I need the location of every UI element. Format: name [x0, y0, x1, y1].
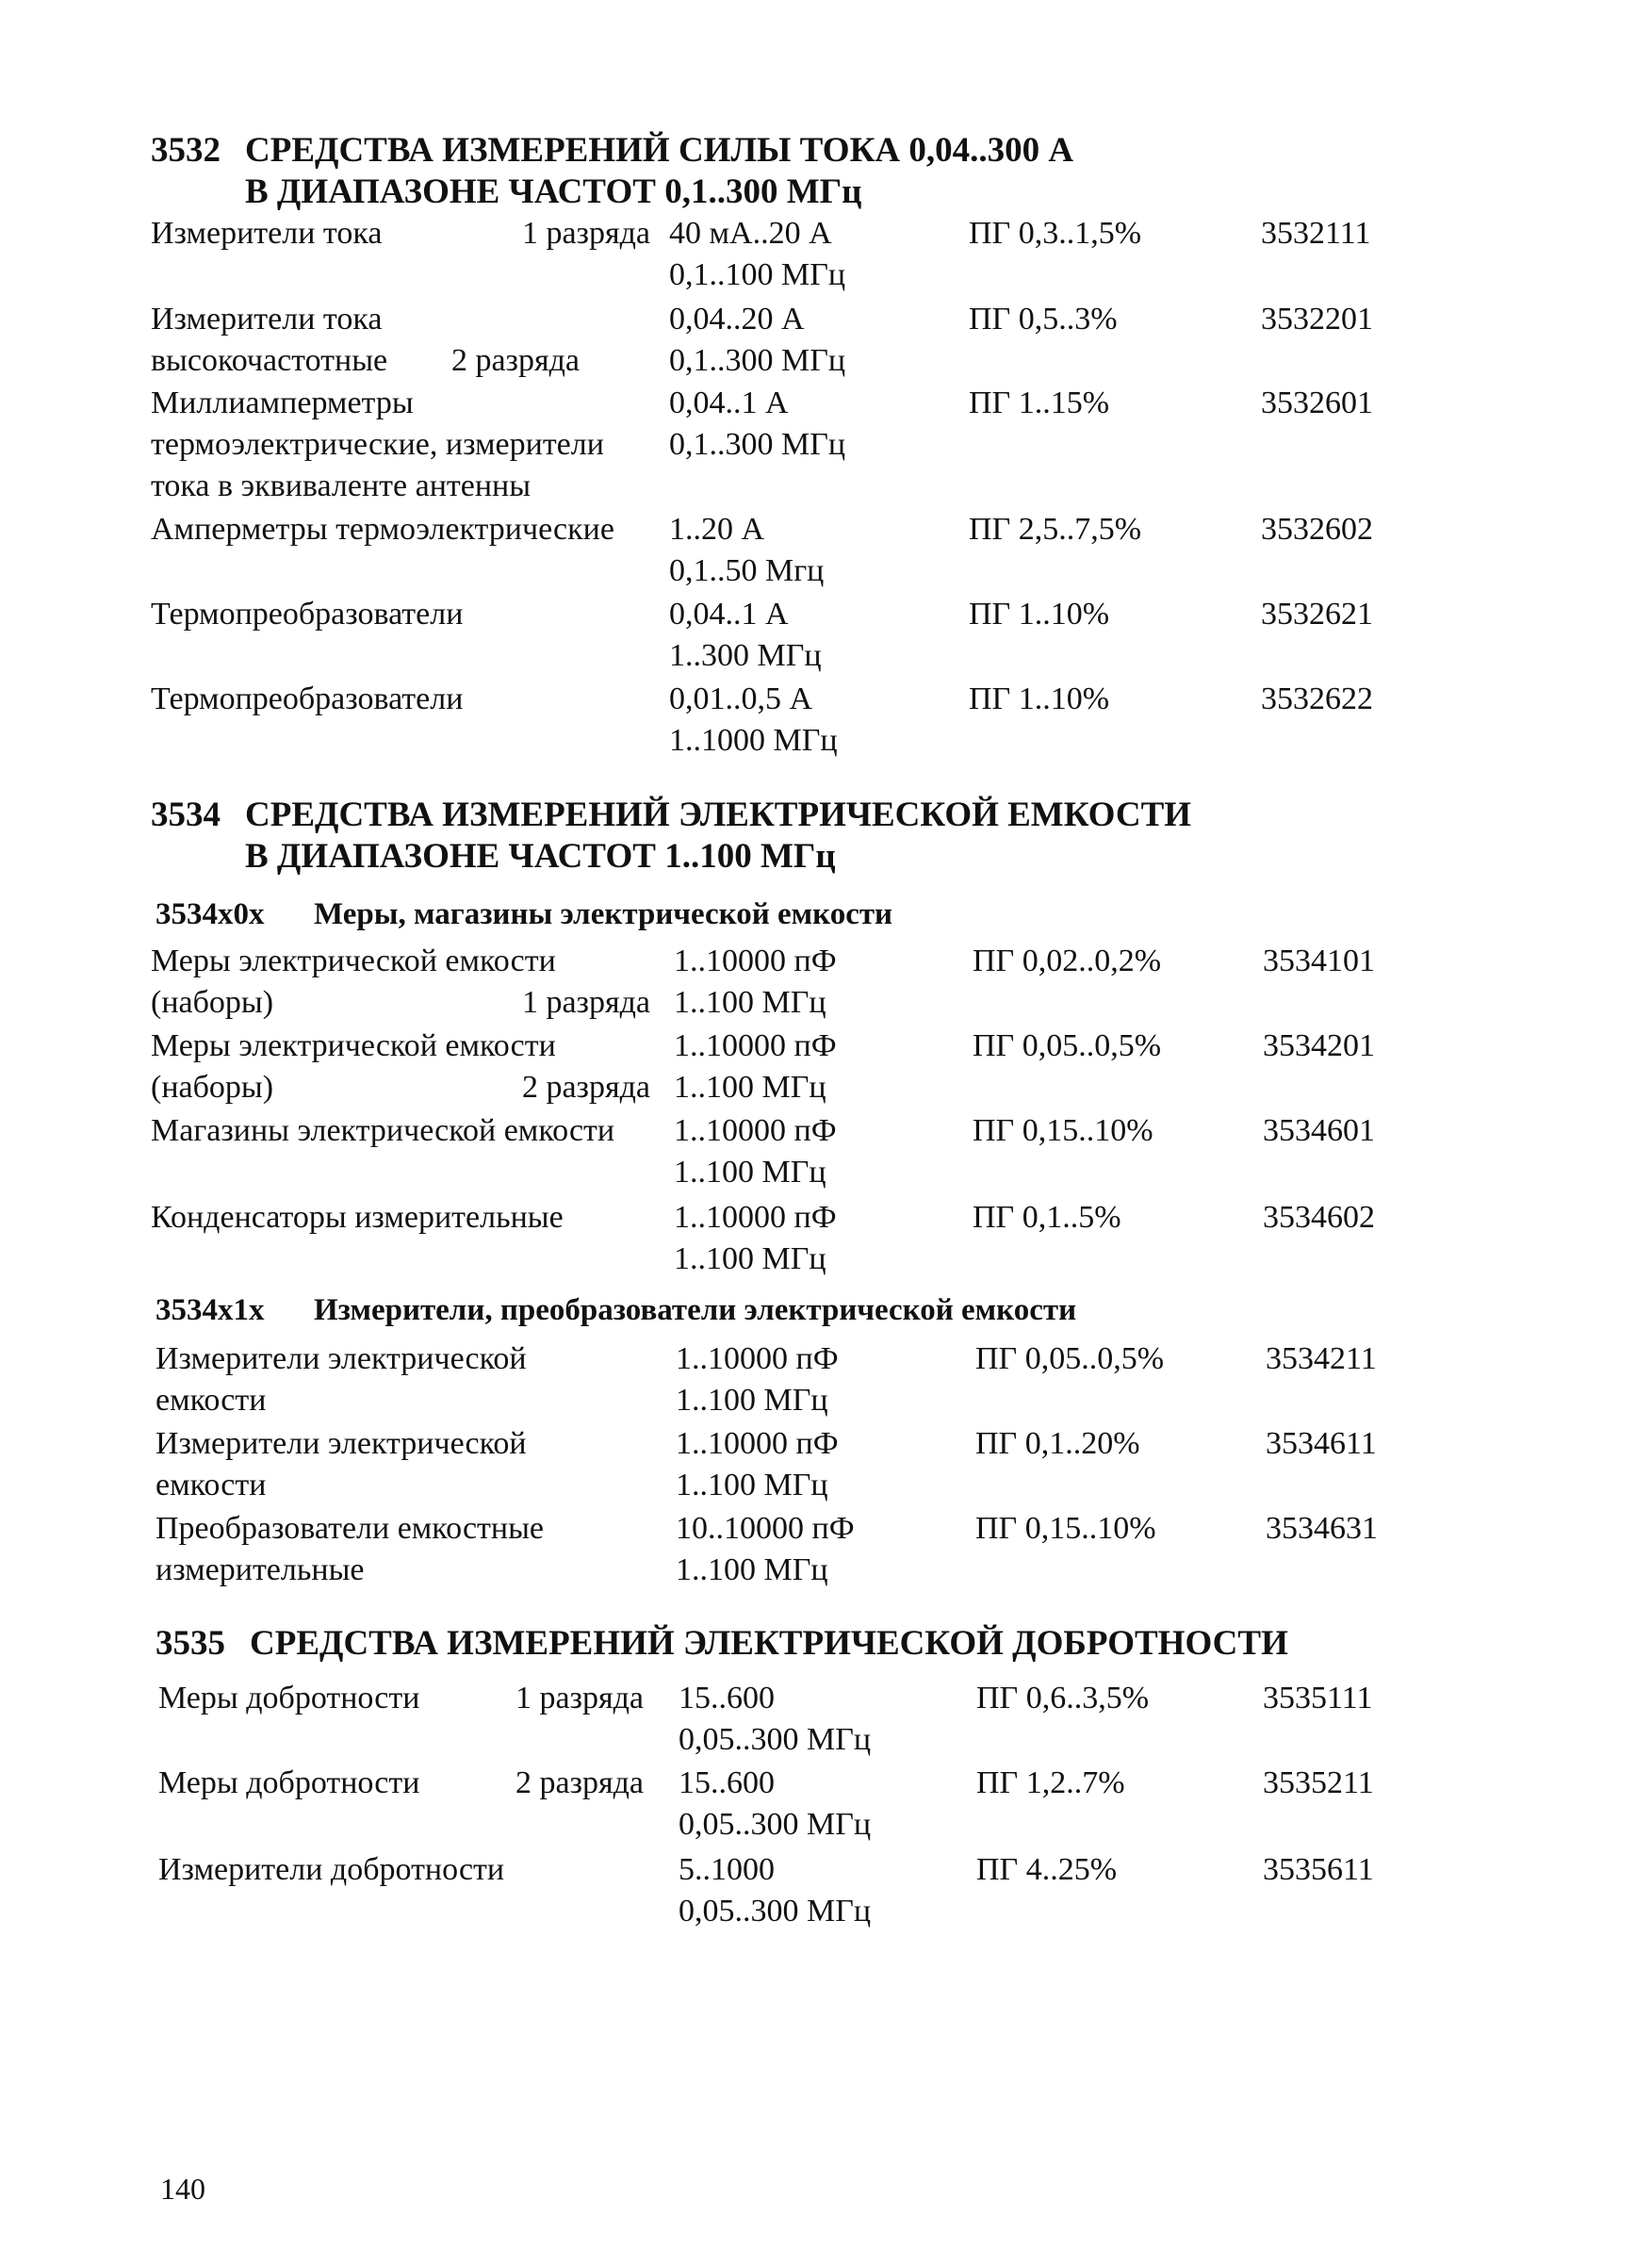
classification-code: 3532201 — [1261, 302, 1373, 336]
subsection-title-text: Меры, магазины электрической емкости — [314, 897, 893, 931]
instrument-name: Миллиамперметры термоэлектрические, измерители тока в эквиваленте антенны — [151, 386, 604, 503]
accuracy-limit: ПГ 4..25% — [976, 1852, 1118, 1887]
section-title-3534 — [151, 795, 1191, 878]
classification-code: 3534631 — [1266, 1511, 1378, 1546]
instrument-name: Конденсаторы измерительные — [151, 1200, 564, 1235]
classification-code: 3534201 — [1263, 1028, 1375, 1063]
measurement-range: 1..10000 пФ 1..100 МГц — [674, 1028, 837, 1105]
accuracy-limit: ПГ 0,6..3,5% — [976, 1681, 1150, 1715]
accuracy-limit: ПГ 0,5..3% — [969, 302, 1118, 336]
accuracy-limit: ПГ 2,5..7,5% — [969, 512, 1142, 547]
page-number: 140 — [160, 2172, 205, 2206]
section-title-3535 — [155, 1623, 1288, 1665]
classification-code: 3532601 — [1261, 386, 1373, 420]
section-title-line2: В ДИАПАЗОНЕ ЧАСТОТ 0,1..300 МГц — [245, 172, 862, 211]
measurement-range: 15..600 0,05..300 МГц — [679, 1765, 872, 1842]
classification-code: 3535111 — [1263, 1681, 1373, 1715]
accuracy-limit: ПГ 1..15% — [969, 386, 1110, 420]
measurement-range: 0,04..20 А 0,1..300 МГц — [669, 302, 846, 378]
instrument-grade: 1 разряда — [521, 216, 650, 251]
section-title-line1: СРЕДСТВА ИЗМЕРЕНИЙ СИЛЫ ТОКА 0,04..300 А — [245, 131, 1074, 170]
classification-code: 3534601 — [1263, 1113, 1375, 1148]
classification-code: 3535211 — [1263, 1765, 1374, 1800]
classification-code: 3532622 — [1261, 681, 1373, 716]
classification-code: 3532621 — [1261, 597, 1373, 632]
accuracy-limit: ПГ 0,15..10% — [973, 1113, 1153, 1148]
section-title-line1: СРЕДСТВА ИЗМЕРЕНИЙ ЭЛЕКТРИЧЕСКОЙ ЕМКОСТИ — [245, 796, 1192, 834]
accuracy-limit: ПГ 1..10% — [969, 597, 1110, 632]
classification-code: 3534101 — [1263, 944, 1375, 978]
accuracy-limit: ПГ 0,1..5% — [973, 1200, 1121, 1235]
section-code: 3535 — [155, 1624, 225, 1663]
instrument-name: Преобразователи емкостные измерительные — [155, 1511, 545, 1587]
section-code: 3532 — [151, 131, 221, 170]
accuracy-limit: ПГ 0,05..0,5% — [973, 1028, 1162, 1063]
subsection-code: 3534х1х — [155, 1293, 265, 1327]
instrument-grade: 1 разряда — [521, 985, 650, 1020]
accuracy-limit: ПГ 0,1..20% — [975, 1426, 1140, 1461]
instrument-name: Измерители добротности — [158, 1852, 505, 1887]
instrument-name: Меры электрической емкости (наборы) — [151, 944, 556, 1020]
measurement-range: 10..10000 пФ 1..100 МГц — [676, 1511, 855, 1587]
accuracy-limit: ПГ 0,02..0,2% — [973, 944, 1162, 978]
instrument-name: Магазины электрической емкости — [151, 1113, 615, 1148]
measurement-range: 0,04..1 А 1..300 МГц — [669, 597, 822, 673]
subsection-title-3534x0x — [155, 895, 892, 933]
measurement-range: 1..10000 пФ 1..100 МГц — [676, 1426, 839, 1502]
section-code: 3534 — [151, 796, 221, 834]
measurement-range: 1..10000 пФ 1..100 МГц — [674, 1113, 837, 1190]
subsection-title-3534x1x — [155, 1291, 1076, 1329]
subsection-title-text: Измерители, преобразователи электрической емкости — [314, 1293, 1077, 1327]
measurement-range: 15..600 0,05..300 МГц — [679, 1681, 872, 1757]
instrument-grade: 2 разряда — [521, 1070, 650, 1105]
instrument-name: Термопреобразователи — [151, 681, 464, 716]
subsection-code: 3534х0х — [155, 897, 265, 931]
measurement-range: 0,01..0,5 А 1..1000 МГц — [669, 681, 838, 758]
accuracy-limit: ПГ 0,15..10% — [975, 1511, 1156, 1546]
accuracy-limit: ПГ 0,05..0,5% — [975, 1341, 1165, 1376]
instrument-name: Измерители тока высокочастотные — [151, 302, 388, 378]
instrument-name: Измерители тока — [151, 216, 383, 251]
instrument-name: Измерители электрической емкости — [155, 1426, 527, 1502]
measurement-range: 1..10000 пФ 1..100 МГц — [674, 1200, 837, 1276]
measurement-range: 5..1000 0,05..300 МГц — [679, 1852, 872, 1929]
instrument-grade: 2 разряда — [515, 1765, 644, 1800]
accuracy-limit: ПГ 1,2..7% — [976, 1765, 1125, 1800]
classification-code: 3534211 — [1266, 1341, 1377, 1376]
classification-code: 3534602 — [1263, 1200, 1375, 1235]
instrument-name: Термопреобразователи — [151, 597, 464, 632]
classification-code: 3535611 — [1263, 1852, 1374, 1887]
instrument-grade: 1 разряда — [515, 1681, 644, 1715]
section-title-line1: СРЕДСТВА ИЗМЕРЕНИЙ ЭЛЕКТРИЧЕСКОЙ ДОБРОТНОСТИ — [250, 1624, 1288, 1663]
instrument-name: Измерители электрической емкости — [155, 1341, 527, 1418]
instrument-grade: 2 разряда — [450, 343, 580, 378]
section-title-3532 — [151, 130, 1073, 213]
accuracy-limit: ПГ 0,3..1,5% — [969, 216, 1142, 251]
instrument-name: Амперметры термоэлектрические — [151, 512, 614, 547]
classification-code: 3534611 — [1266, 1426, 1377, 1461]
instrument-name: Меры электрической емкости (наборы) — [151, 1028, 556, 1105]
measurement-range: 1..10000 пФ 1..100 МГц — [674, 944, 837, 1020]
measurement-range: 1..10000 пФ 1..100 МГц — [676, 1341, 839, 1418]
section-title-line2: В ДИАПАЗОНЕ ЧАСТОТ 1..100 МГц — [245, 837, 836, 876]
measurement-range: 1..20 А 0,1..50 Мгц — [669, 512, 825, 588]
measurement-range: 0,04..1 А 0,1..300 МГц — [669, 386, 846, 462]
instrument-name: Меры добротности — [158, 1765, 420, 1800]
instrument-name: Меры добротности — [158, 1681, 420, 1715]
measurement-range: 40 мА..20 А 0,1..100 МГц — [669, 216, 846, 292]
classification-code: 3532602 — [1261, 512, 1373, 547]
accuracy-limit: ПГ 1..10% — [969, 681, 1110, 716]
classification-code: 3532111 — [1261, 216, 1371, 251]
